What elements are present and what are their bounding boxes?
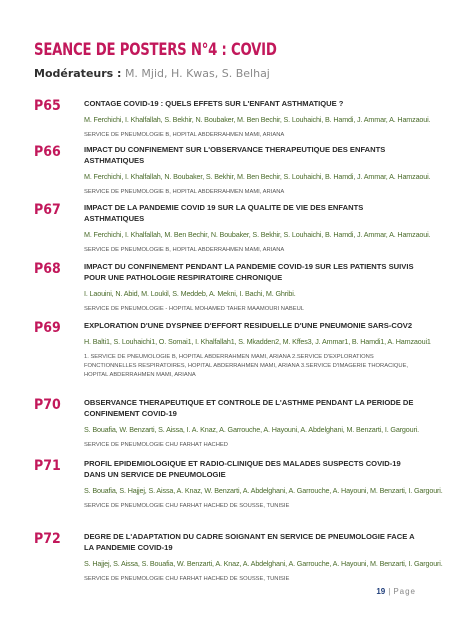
poster-authors: M. Ferchichi, I. Khalfallah, S. Bekhir, N. Boubaker, M. Ben Bechir, S. Louhaichi, B. Hamdi, J. Ammar, A. Hamzaoui.	[84, 115, 431, 124]
poster-number: P72	[34, 531, 61, 547]
poster-affiliation: SERVICE DE PNEUMOLOGIE - HOPITAL MOHAMED TAHER MAAMOURI NABEUL	[84, 306, 304, 312]
moderators-names: M. Mjid, H. Kwas, S. Belhaj	[124, 67, 270, 80]
poster-affiliation: SERVICE DE PNEUMOLOGIE B, HOPITAL ABDERRAHMEN MAMI, ARIANA	[84, 189, 285, 195]
poster-number: P66	[34, 144, 61, 160]
poster-authors: M. Ferchichi, I. Khalfallah, N. Boubaker, S. Bekhir, M. Ben Bechir, S. Louhaichi, B. Hamdi, J. Ammar, A. Hamzaoui.	[84, 172, 431, 181]
poster-affiliation: SERVICE DE PNEUMOLOGIE CHU FARHAT HACHED	[84, 442, 228, 448]
poster-number: P70	[34, 397, 61, 413]
poster-title: DEGRE DE L'ADAPTATION DU CADRE SOIGNANT EN SERVICE DE PNEUMOLOGIE FACE A LA PANDEMIE COVID-19	[84, 532, 415, 552]
poster-authors: H. Balti1, S. Louhaichi1, O. Somai1, I. Khalfallah1, S. Mkadden2, M. Kffes3, J. Ammar1, B. Hamdi1, A. Hamzaoui1	[84, 337, 431, 346]
poster-title: OBSERVANCE THERAPEUTIQUE ET CONTROLE DE L'ASTHME PENDANT LA PERIODE DE CONFINEMENT COVID-19	[84, 398, 414, 418]
poster-affiliation: SERVICE DE PNEUMOLOGIE B, HOPITAL ABDERRAHMEN MAMI, ARIANA	[84, 247, 285, 253]
page-number: 19	[376, 587, 386, 596]
page-label: Page	[393, 587, 416, 596]
poster-number: P71	[34, 458, 61, 474]
session-title: SEANCE DE POSTERS N°4 : COVID	[34, 40, 277, 60]
poster-authors: S. Hajjej, S. Aissa, S. Bouafia, W. Benzarti, A. Knaz, A. Abdelghani, A. Garrouche, A. Hayouni, M. Benzarti, I. Gargouri.	[84, 559, 443, 568]
poster-affiliation: 1. SERVICE DE PNEUMOLOGIE B, HOPITAL ABDERRAHMEN MAMI, ARIANA 2.SERVICE D'EXPLORATIONS FONCTIONNELLES RESPIRATOIRES, HOPITAL ABDERRAHMEN MAMI, ARIANA 3.SERVICE D'IMAGERIE THORACIQUE, HOPITAL ABDERRAHMEN MAMI, ARIANA	[84, 354, 409, 378]
poster-title: IMPACT DU CONFINEMENT PENDANT LA PANDEMIE COVID-19 SUR LES PATIENTS SUIVIS POUR UNE PATHOLOGIE RESPIRATOIRE CHRONIQUE	[84, 262, 414, 282]
poster-authors: S. Bouafia, S. Hajjej, S. Aissa, A. Knaz, W. Benzarti, A. Abdelghani, A. Garrouche, A. Hayouni, M. Benzarti, I. Gargouri.	[84, 486, 443, 495]
page-footer	[376, 587, 416, 596]
poster-authors: S. Bouafia, W. Benzarti, S. Aissa, I. A. Knaz, A. Garrouche, A. Hayouni, A. Abdelghani, M. Benzarti, I. Gargouri.	[84, 425, 420, 434]
poster-affiliation: SERVICE DE PNEUMOLOGIE B, HOPITAL ABDERRAHMEN MAMI, ARIANA	[84, 132, 285, 138]
poster-title: IMPACT DU CONFINEMENT SUR L'OBSERVANCE THERAPEUTIQUE DES ENFANTS ASTHMATIQUES	[84, 145, 386, 165]
poster-number: P67	[34, 202, 61, 218]
poster-title: IMPACT DE LA PANDEMIE COVID 19 SUR LA QUALITE DE VIE DES ENFANTS ASTHMATIQUES	[84, 203, 364, 223]
poster-number: P65	[34, 98, 61, 114]
poster-authors: I. Laouini, N. Abid, M. Loukil, S. Meddeb, A. Mekni, I. Bachi, M. Ghribi.	[84, 289, 296, 298]
moderators-label: Modérateurs :	[34, 67, 122, 80]
poster-affiliation: SERVICE DE PNEUMOLOGIE CHU FARHAT HACHED DE SOUSSE, TUNISIE	[84, 576, 290, 582]
poster-number: P69	[34, 320, 61, 336]
poster-title: EXPLORATION D'UNE DYSPNEE D'EFFORT RESIDUELLE D'UNE PNEUMONIE SARS-COV2	[84, 321, 413, 330]
poster-title: PROFIL EPIDEMIOLOGIQUE ET RADIO-CLINIQUE DES MALADES SUSPECTS COVID-19 DANS UN SERVICE DE PNEUMOLOGIE	[84, 459, 401, 479]
poster-affiliation: SERVICE DE PNEUMOLOGIE CHU FARHAT HACHED DE SOUSSE, TUNISIE	[84, 503, 290, 509]
poster-authors: M. Ferchichi, I. Khalfallah, M. Ben Bechir, N. Boubaker, S. Bekhir, S. Louhaichi, B. Hamdi, J. Ammar, A. Hamzaoui.	[84, 230, 431, 239]
poster-title: CONTAGE COVID-19 : QUELS EFFETS SUR L'ENFANT ASTHMATIQUE ?	[84, 99, 344, 108]
poster-number: P68	[34, 261, 61, 277]
moderators-line	[34, 67, 270, 80]
footer-separator: |	[388, 587, 391, 596]
